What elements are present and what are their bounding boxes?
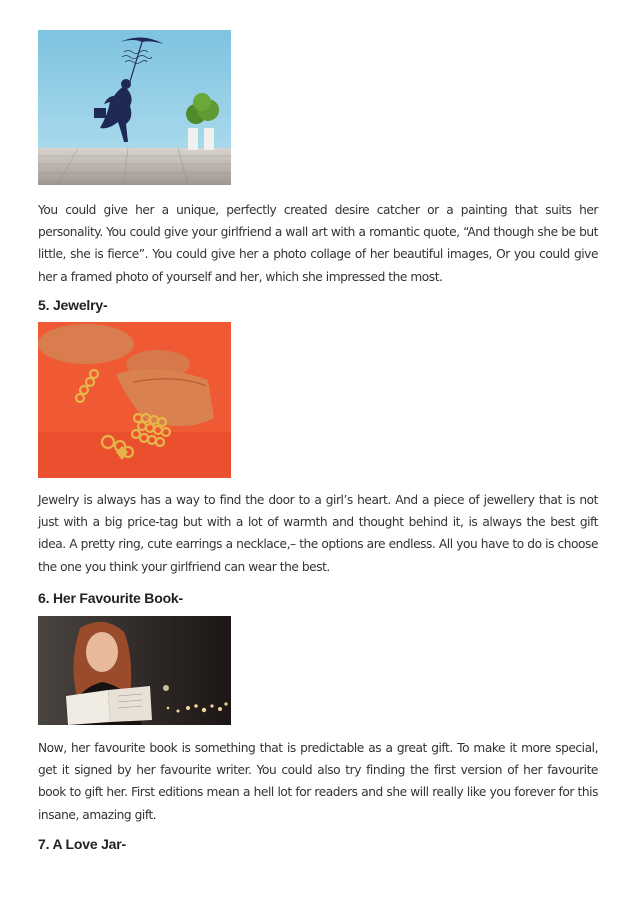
reading-woman-photo bbox=[38, 616, 231, 725]
heading-love-jar: 7. A Love Jar- bbox=[38, 836, 126, 852]
heading-favourite-book: 6. Her Favourite Book- bbox=[38, 590, 183, 606]
wall-art-paragraph: You could give her a unique, perfectly created desire catcher or a painting that suits her personality. You could give your girlfriend a wall art with a romantic quote, “And though she be but little, she is fierce”. You could give her a photo collage of her beautiful images, Or you could give her a framed photo of yourself and her, which she impressed the most. bbox=[38, 203, 598, 284]
favourite-book-paragraph: Now, her favourite book is something that is predictable as a great gift. To make it more special, get it signed by her favourite writer. You could also try finding the first version of her favourite book to gift her. First editions mean a hell lot for readers and she will really like you forever for this insane, amazing gift. bbox=[38, 741, 598, 822]
heading-jewelry: 5. Jewelry- bbox=[38, 297, 108, 313]
jewelry-photo bbox=[38, 322, 231, 478]
jewelry-paragraph: Jewelry is always has a way to find the door to a girl’s heart. And a piece of jewellery that is not just with a big price-tag but with a lot of warmth and thought behind it, is always the best gift idea. A pretty ring, cute earrings a necklace,– the options are endless. All you have to do is choose the one you think your girlfriend can wear the best. bbox=[38, 493, 598, 574]
wall-art-photo bbox=[38, 30, 231, 185]
